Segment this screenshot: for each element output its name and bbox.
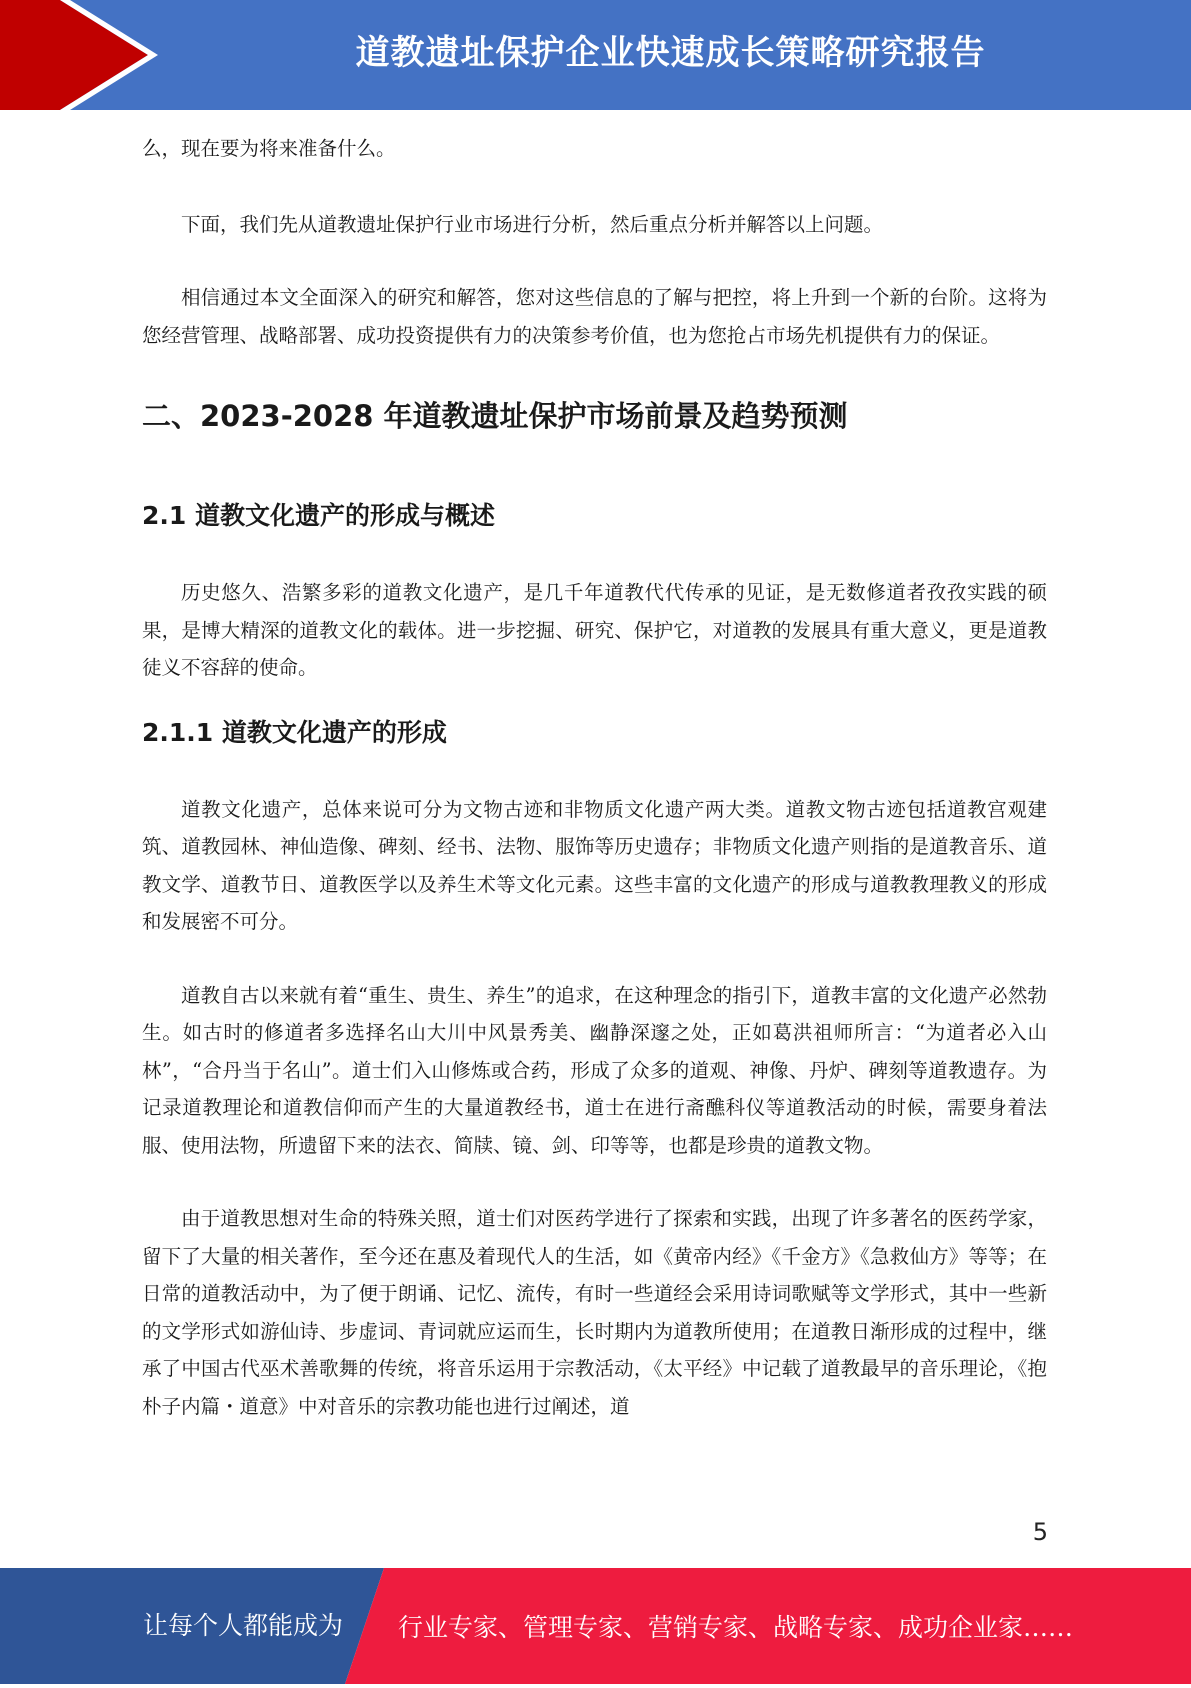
report-title: 道教遗址保护企业快速成长策略研究报告 (355, 33, 986, 73)
footer-slogan-left: 让每个人都能成为 (143, 1611, 344, 1640)
paragraph: 道教自古以来就有着“重生、贵生、养生”的追求，在这种理念的指引下，道教丰富的文化遗产必然勃生。如古时的修道者多选择名山大川中风景秀美、幽静深邃之处，正如葛洪祖师所言：“为道者必入山林”，“合丹当于名山”。道士们入山修炼或合药，形成了众多的道观、神像、丹炉、碑刻等道教遗存。为记录道教理论和道教信仰而产生的大量道教经书，道士在进行斋醮科仪等道教活动的时候，需要身着法服、使用法物，所遗留下来的法衣、简牍、镜、剑、印等等，也都是珍贵的道教文物。 (142, 983, 1047, 1157)
subsection-heading: 2.1 道教文化遗产的形成与概述 (142, 501, 495, 530)
document-body (142, 130, 1047, 1425)
footer-slogan-right: 行业专家、管理专家、营销专家、战略专家、成功企业家…… (398, 1613, 1074, 1642)
paragraph: 下面，我们先从道教遗址保护行业市场进行分析，然后重点分析并解答以上问题。 (181, 212, 884, 236)
paragraph: 相信通过本文全面深入的研究和解答，您对这些信息的了解与把控，将上升到一个新的台阶。这将为您经营管理、战略部署、成功投资提供有力的决策参考价值，也为您抢占市场先机提供有力的保证。 (142, 286, 1047, 347)
paragraph: 道教文化遗产，总体来说可分为文物古迹和非物质文化遗产两大类。道教文物古迹包括道教宫观建筑、道教园林、神仙造像、碑刻、经书、法物、服饰等历史遗存；非物质文化遗产则指的是道教音乐、道教文学、道教节日、道教医学以及养生术等文化元素。这些丰富的文化遗产的形成与道教教理教义的形成和发展密不可分。 (142, 797, 1047, 933)
paragraph-continued: 么，现在要为将来准备什么。 (142, 137, 396, 160)
page-footer (0, 1568, 1191, 1684)
paragraph: 历史悠久、浩繁多彩的道教文化遗产，是几千年道教代代传承的见证，是无数修道者孜孜实践的硕果，是博大精深的道教文化的载体。进一步挖掘、研究、保护它，对道教的发展具有重大意义，更是道教徒义不容辞的使命。 (142, 581, 1047, 679)
page-header (0, 0, 1191, 110)
subsubsection-heading: 2.1.1 道教文化遗产的形成 (142, 717, 447, 747)
page-number: 5 (1032, 1518, 1048, 1546)
section-heading: 二、2023-2028 年道教遗址保护市场前景及趋势预测 (142, 399, 848, 433)
paragraph: 由于道教思想对生命的特殊关照，道士们对医药学进行了探索和实践，出现了许多著名的医药学家，留下了大量的相关著作，至今还在惠及着现代人的生活，如《黄帝内经》《千金方》《急救仙方》等等；在日常的道教活动中，为了便于朗诵、记忆、流传，有时一些道经会采用诗词歌赋等文学形式，其中一些新的文学形式如游仙诗、步虚词、青词就应运而生，长时期内为道教所使用；在道教日渐形成的过程中，继承了中国古代巫术善歌舞的传统，将音乐运用于宗教活动，《太平经》中记载了道教最早的音乐理论，《抱朴子内篇・道意》中对音乐的宗教功能也进行过阐述，道 (142, 1207, 1047, 1418)
